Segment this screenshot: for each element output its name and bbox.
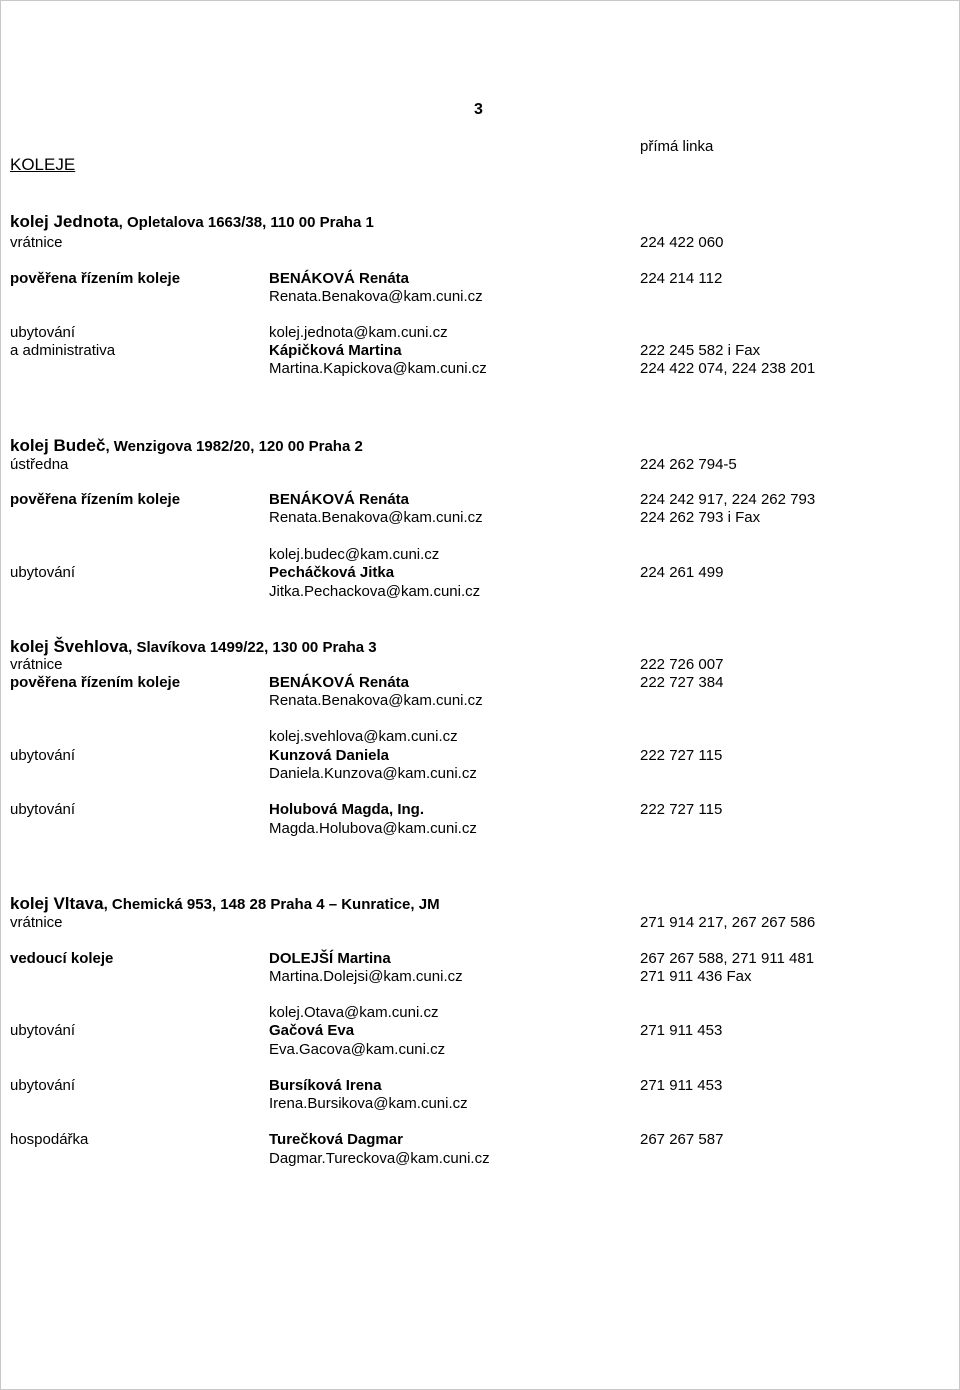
row-phone: 224 214 112 (640, 270, 723, 287)
email-link[interactable]: Dagmar.Tureckova@kam.cuni.cz (269, 1150, 490, 1167)
email-link[interactable]: Renata.Benakova@kam.cuni.cz (269, 692, 483, 709)
section-title: kolej Vltava, Chemická 953, 148 28 Praha 4 – Kunratice, JM (10, 894, 440, 913)
email-link[interactable]: kolej.svehlova@kam.cuni.cz (269, 728, 458, 745)
row-label: ubytování (10, 324, 76, 341)
email-link[interactable]: Irena.Bursikova@kam.cuni.cz (269, 1095, 468, 1112)
row-label: vrátnice (10, 656, 63, 673)
row-label: pověřena řízením koleje (10, 491, 181, 508)
email-link[interactable]: Magda.Holubova@kam.cuni.cz (269, 820, 477, 837)
email-link[interactable]: Renata.Benakova@kam.cuni.cz (269, 509, 483, 526)
row-label: pověřena řízením koleje (10, 270, 181, 287)
row-contact: Kunzová Daniela (269, 747, 390, 764)
row-contact: Bursíková Irena (269, 1077, 382, 1094)
row-phone: 222 726 007 (640, 656, 724, 673)
row-label: ubytování (10, 747, 76, 764)
row-phone: 267 267 588, 271 911 481 (640, 950, 815, 967)
row-label: ubytování (10, 1077, 76, 1094)
email-link[interactable]: kolej.jednota@kam.cuni.cz (269, 324, 448, 341)
email-link[interactable]: Martina.Dolejsi@kam.cuni.cz (269, 968, 463, 985)
row-label: vrátnice (10, 914, 63, 931)
row-label: ústředna (10, 456, 69, 473)
section-title: kolej Švehlova, Slavíkova 1499/22, 130 00 Praha 3 (10, 637, 377, 656)
page-heading: KOLEJE (10, 155, 76, 174)
row-phone: 267 267 587 (640, 1131, 724, 1148)
row-label: ubytování (10, 801, 76, 818)
email-link[interactable]: Martina.Kapickova@kam.cuni.cz (269, 360, 487, 377)
email-link[interactable]: Jitka.Pechackova@kam.cuni.cz (269, 583, 481, 600)
row-contact: BENÁKOVÁ Renáta (269, 674, 410, 691)
column-header: přímá linka (640, 138, 714, 155)
email-link[interactable]: kolej.Otava@kam.cuni.cz (269, 1004, 439, 1021)
row-phone: 224 422 060 (640, 234, 724, 251)
row-label: ubytování (10, 1022, 76, 1039)
row-contact: Turečková Dagmar (269, 1131, 403, 1148)
email-link[interactable]: Eva.Gacova@kam.cuni.cz (269, 1041, 446, 1058)
row-phone: 224 262 793 i Fax (640, 509, 761, 526)
page-number: 3 (474, 101, 483, 118)
row-phone: 222 727 384 (640, 674, 724, 691)
row-phone: 271 914 217, 267 267 586 (640, 914, 816, 931)
row-phone: 271 911 436 Fax (640, 968, 752, 985)
row-label: ubytování (10, 564, 76, 581)
row-phone: 222 245 582 i Fax (640, 342, 761, 359)
row-label: a administrativa (10, 342, 116, 359)
row-phone: 224 242 917, 224 262 793 (640, 491, 816, 508)
row-phone: 271 911 453 (640, 1022, 723, 1039)
row-label: pověřena řízením koleje (10, 674, 181, 691)
row-contact: BENÁKOVÁ Renáta (269, 491, 410, 508)
row-phone: 224 261 499 (640, 564, 724, 581)
section-title: kolej Budeč, Wenzigova 1982/20, 120 00 Praha 2 (10, 436, 363, 455)
row-label: vrátnice (10, 234, 63, 251)
row-contact: Holubová Magda, Ing. (269, 801, 425, 818)
email-link[interactable]: Renata.Benakova@kam.cuni.cz (269, 288, 483, 305)
row-contact: Gačová Eva (269, 1022, 355, 1039)
row-phone: 271 911 453 (640, 1077, 723, 1094)
row-contact: BENÁKOVÁ Renáta (269, 270, 410, 287)
row-phone: 222 727 115 (640, 747, 723, 764)
row-phone: 224 262 794-5 (640, 456, 737, 473)
section-title: kolej Jednota, Opletalova 1663/38, 110 00 Praha 1 (10, 212, 374, 231)
email-link[interactable]: Daniela.Kunzova@kam.cuni.cz (269, 765, 477, 782)
row-contact: Pecháčková Jitka (269, 564, 395, 581)
row-label: hospodářka (10, 1131, 89, 1148)
email-link[interactable]: kolej.budec@kam.cuni.cz (269, 546, 440, 563)
row-phone: 224 422 074, 224 238 201 (640, 360, 816, 377)
row-contact: DOLEJŠÍ Martina (269, 950, 391, 967)
row-label: vedoucí koleje (10, 950, 114, 967)
row-phone: 222 727 115 (640, 801, 723, 818)
row-contact: Kápičková Martina (269, 342, 402, 359)
